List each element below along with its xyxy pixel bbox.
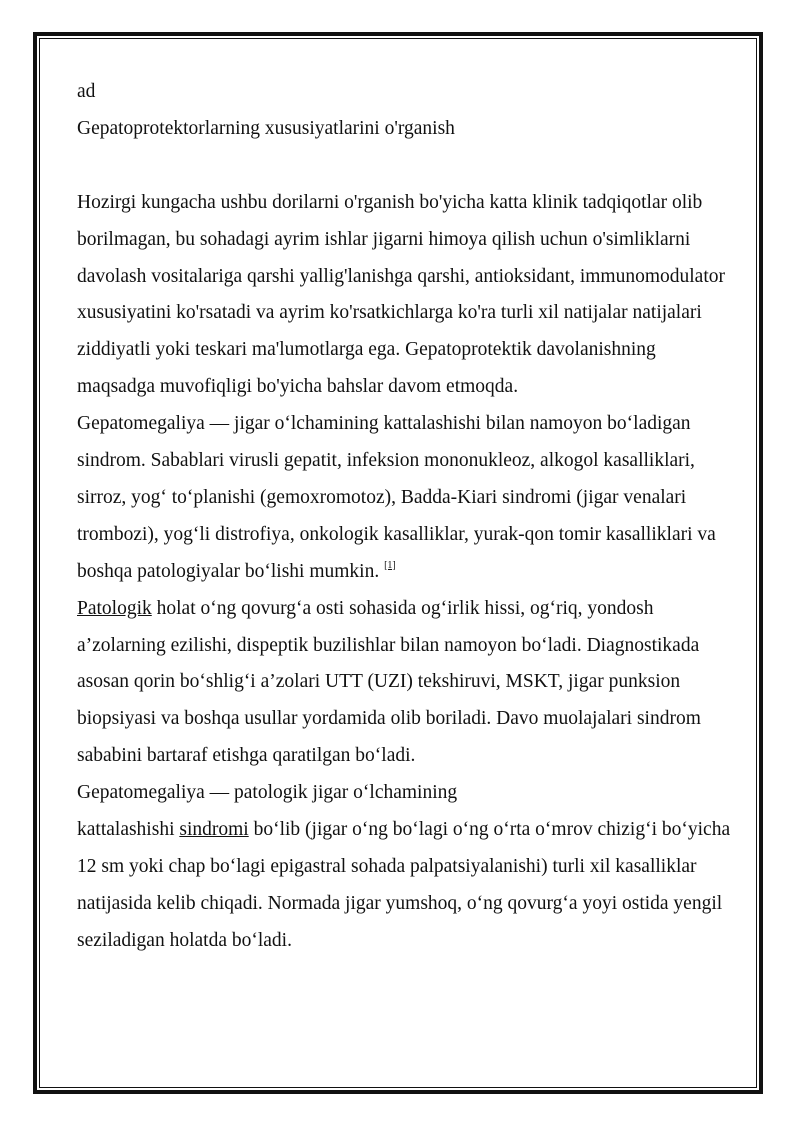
paragraph-pathology-text: holat o‘ng qovurg‘a osti sohasida og‘irlik hissi, og‘riq, yondosh a’zolarning ezilishi, dispeptik buzilishlar bilan namoyon bo‘ladi. Diagnostikada asosan qorin bo‘shlig‘i a’zolari UTT (UZI) tekshiruvi, MSKT, jigar punksion biopsiyasi va boshqa usullar yordamida olib boriladi. Davo muolajalari sindrom sababini bartaraf etishga qaratilgan bo‘ladi. (77, 597, 701, 767)
paragraph-syndrome-pre: kattalashishi (77, 819, 180, 841)
document-body (77, 74, 737, 960)
paragraph-syndrome (77, 812, 737, 960)
paragraph-hepatomegaly-text: Gepatomegaliya — jigar o‘lchamining kattalashishi bilan namoyon bo‘ladigan sindrom. Sabablari virusli gepatit, infeksion mononukleoz, alkogol kasalliklari, sirroz, yog‘ to‘planishi (gemoxromotoz), Badda-Kiari sindromi (jigar venalari trombozi), yog‘li distrofiya, onkologik kasalliklar, yurak-qon tomir kasalliklari va boshqa patologiyalar bo‘lishi mumkin. (77, 413, 716, 582)
paragraph-syndrome-text: bo‘lib (jigar o‘ng bo‘lagi o‘ng o‘rta o‘mrov chizig‘i bo‘yicha 12 sm yoki chap bo‘lagi epigastral sohada palpatsiyalanishi) turli xil kasalliklar natijasida kelib chiqadi. Normada jigar yumshoq, o‘ng qovurg‘a yoyi ostida yengil seziladigan holatda bo‘ladi. (77, 819, 731, 951)
document-title: Gepatoprotektorlarning xususiyatlarini o'rganish (77, 117, 455, 139)
syndrome-link[interactable]: sindromi (179, 819, 249, 841)
footnote-reference[interactable]: [1] (384, 559, 396, 571)
line-ad: ad (77, 81, 96, 102)
blank-line (77, 148, 737, 185)
paragraph-hepatomegaly-heading-line: Gepatomegaliya — patologik jigar o‘lchamining (77, 782, 458, 804)
pathology-link[interactable]: Patologik (77, 597, 152, 619)
paragraph-hepatomegaly-definition (77, 406, 737, 591)
paragraph-pathology (77, 591, 737, 776)
paragraph-intro: Hozirgi kungacha ushbu dorilarni o'rganish bo'yicha katta klinik tadqiqotlar olib borilmagan, bu sohadagi ayrim ishlar jigarni himoya qilish uchun o'simliklarni davolash vositalariga qarshi yallig'lanishga qarshi, antioksidant, immunomodulator xususiyatini ko'rsatadi va ayrim ko'rsatkichlarga ko'ra turli xil natijalar natijalari ziddiyatli yoki teskari ma'lumotlarga ega. Gepatoprotektik davolanishning maqsadga muvofiqligi bo'yicha bahslar davom etmoqda. (77, 191, 725, 398)
